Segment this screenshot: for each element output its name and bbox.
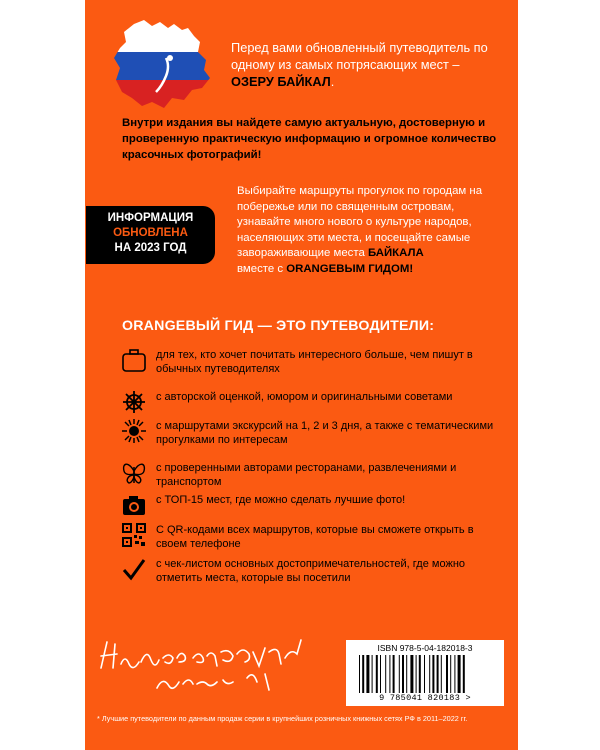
handwritten-signature [97, 628, 322, 698]
camera-icon [122, 493, 146, 517]
feature-item: с чек-листом основных достопримечательностей, где можно отметить места, которые вы посетили [122, 557, 502, 591]
sun-icon [122, 419, 146, 443]
butterfly-icon [122, 461, 146, 485]
barcode-box [346, 640, 504, 706]
updated-badge: ИНФОРМАЦИЯ ОБНОВЛЕНА НА 2023 ГОД [86, 206, 215, 264]
feature-item: с маршрутами экскурсий на 1, 2 и 3 дня, а также с тематическими прогулками по интересам [122, 419, 502, 453]
footnote: * Лучшие путеводители по данным продаж серии в крупнейших розничных книжных сетях РФ в 2011–2022 гг. [97, 714, 468, 723]
intro-highlight: ОЗЕРУ БАЙКАЛ [231, 74, 331, 89]
intro-text: Перед вами обновленный путеводитель по одному из самых потрясающих мест – ОЗЕРУ БАЙКАЛ. [231, 40, 488, 89]
irkutsk-region-flag-map [112, 18, 212, 110]
feature-item: С QR-кодами всех маршрутов, которые вы сможете открыть в своем телефоне [122, 523, 502, 557]
features-heading: ORANGEВЫЙ ГИД — ЭТО ПУТЕВОДИТЕЛИ: [122, 318, 435, 334]
feature-item: для тех, кто хочет почитать интересного больше, чем пишут в обычных путеводителях [122, 348, 502, 382]
routes-text: Выбирайте маршруты прогулок по городам на побережье или по священным островам, узнавайте много нового о культуре народов, населяющих эти места, и посещайте самые завораживающие места БАЙКАЛА вместе с ORANGEВЫМ ГИДОМ! [237, 185, 483, 275]
inside-description: Внутри издания вы найдете самую актуальную, достоверную и проверенную практическую информацию и огромное количество красочных фотографий! [122, 117, 497, 161]
barcode-number: 9 785041 820183 > [379, 693, 471, 703]
feature-item: с ТОП-15 мест, где можно сделать лучшие фото! [122, 493, 502, 527]
qr-code-icon [122, 523, 146, 547]
barcode-bars [355, 655, 495, 693]
suitcase-icon [122, 348, 146, 372]
checkmark-icon [122, 557, 146, 581]
ship-wheel-icon [122, 390, 146, 414]
feature-item: с авторской оценкой, юмором и оригинальными советами [122, 390, 502, 424]
isbn-label: ISBN 978-5-04-182018-3 [377, 643, 473, 653]
feature-item: с проверенными авторами ресторанами, развлечениями и транспортом [122, 461, 502, 495]
